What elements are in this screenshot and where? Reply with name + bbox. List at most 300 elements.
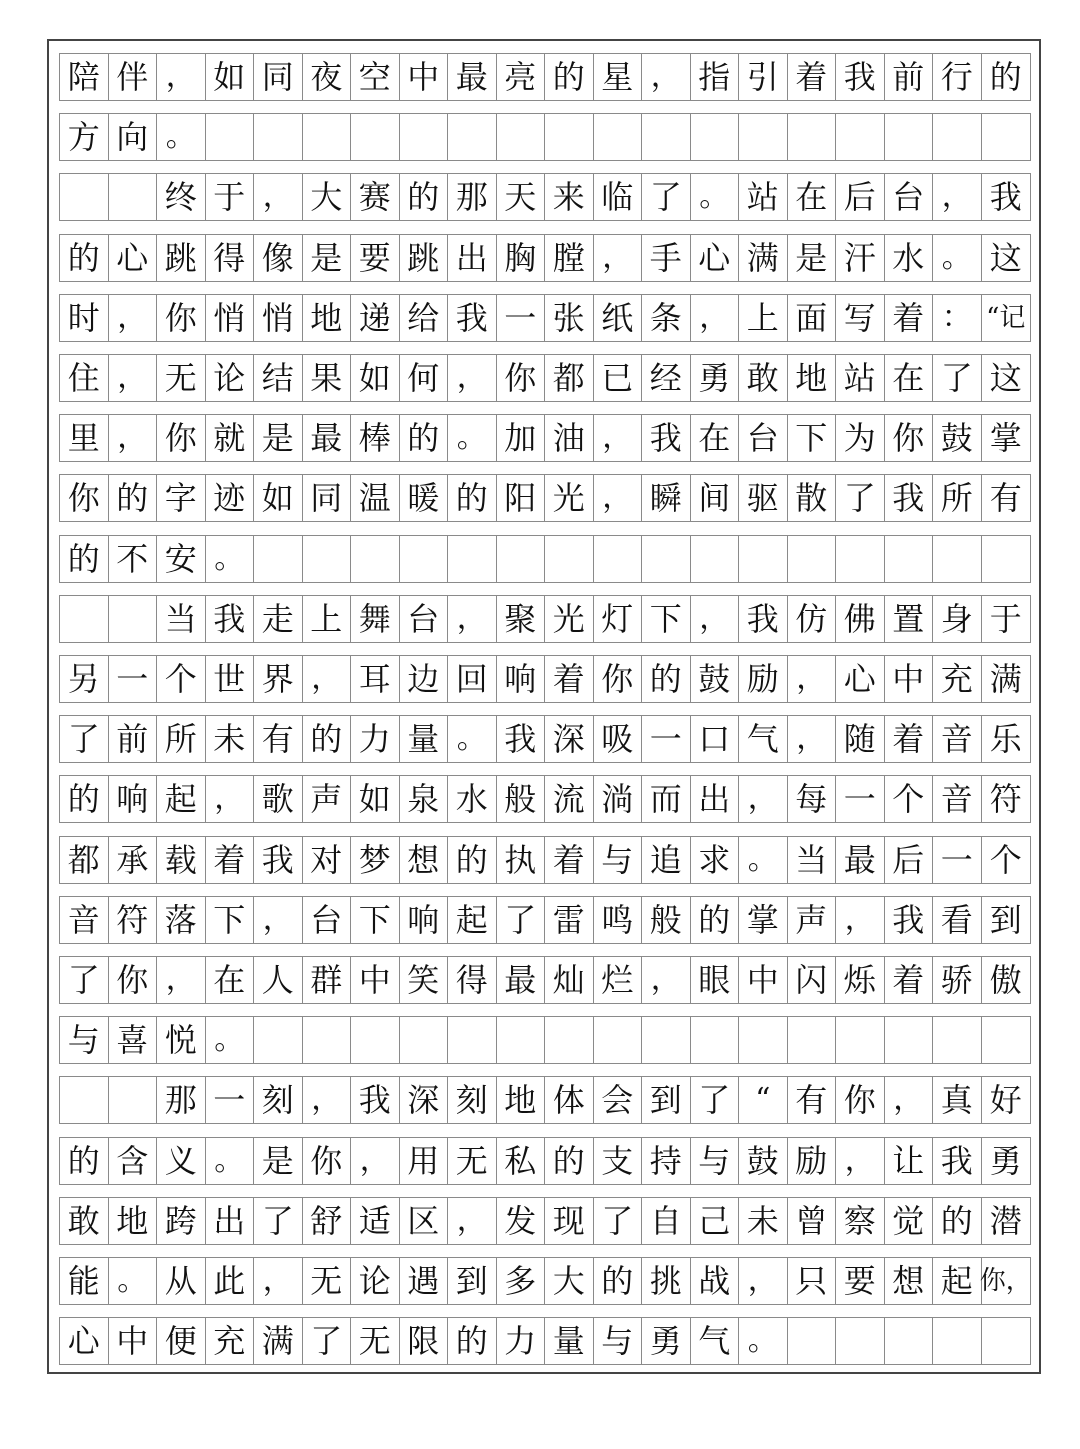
grid-cell: 你: [157, 415, 206, 461]
grid-cell: 如: [254, 475, 303, 521]
grid-cell: 人: [254, 957, 303, 1003]
grid-cell: ，: [594, 415, 643, 461]
grid-cell: 汗: [836, 235, 885, 281]
grid-cell: 义: [157, 1138, 206, 1184]
grid-cell: [836, 1017, 885, 1063]
grid-cell: 载: [157, 837, 206, 883]
grid-cell: 下: [642, 596, 691, 642]
grid-cell: [109, 1077, 158, 1123]
grid-cell: 。: [206, 1017, 255, 1063]
grid-cell: [642, 536, 691, 582]
grid-cell: 音: [60, 897, 109, 943]
grid-cell: 为: [836, 415, 885, 461]
grid-cell: 己: [691, 1198, 740, 1244]
grid-cell: ：: [933, 295, 982, 341]
grid-cell: 我: [933, 1138, 982, 1184]
grid-cell: 心: [691, 235, 740, 281]
grid-cell: 阳: [497, 475, 546, 521]
grid-cell: 站: [836, 355, 885, 401]
grid-cell: 有: [989, 479, 1022, 518]
grid-cell: 掌: [989, 419, 1022, 458]
grid-cell: [400, 114, 449, 160]
grid-cell: 自: [642, 1198, 691, 1244]
grid-cell: 前: [885, 54, 934, 100]
grid-cell: 天: [497, 174, 546, 220]
grid-cell: [400, 1017, 449, 1063]
grid-cell: 。: [933, 235, 982, 281]
grid-cell: 灯: [594, 596, 643, 642]
grid-cell: ，: [788, 656, 837, 702]
grid-cell: 住: [60, 355, 109, 401]
grid-cell: 每: [788, 776, 837, 822]
grid-cell: 眼: [691, 957, 740, 1003]
grid-cell: 傲: [989, 961, 1022, 999]
grid-cell: 站: [739, 174, 788, 220]
grid-cell: 想: [400, 837, 449, 883]
grid-cell: 。: [739, 1318, 788, 1364]
grid-cell: 了: [497, 897, 546, 943]
grid-row: [59, 173, 1031, 221]
grid-cell: 曾: [788, 1198, 837, 1244]
grid-cell: 台: [400, 596, 449, 642]
grid-cell: 刻: [254, 1077, 303, 1123]
grid-cell: 间: [691, 475, 740, 521]
grid-cell: 如: [206, 54, 255, 100]
grid-cell: 果: [303, 355, 352, 401]
grid-cell: ，: [885, 1077, 934, 1123]
grid-cell: 另: [60, 656, 109, 702]
grid-cell: 你: [594, 656, 643, 702]
grid-cell: 我: [206, 596, 255, 642]
grid-cell: 世: [206, 656, 255, 702]
grid-cell: ，: [303, 1077, 352, 1123]
grid-cell: 面: [788, 295, 837, 341]
grid-cell: 这: [989, 238, 1022, 277]
grid-cell: 中: [885, 656, 934, 702]
grid-cell: ，: [594, 235, 643, 281]
grid-cell: [497, 536, 546, 582]
grid-cell: 的: [60, 536, 109, 582]
grid-cell: 的: [545, 1138, 594, 1184]
grid-cell: 伴: [109, 54, 158, 100]
grid-cell: 与: [594, 837, 643, 883]
grid-cell: [254, 114, 303, 160]
grid-cell: 符: [989, 780, 1022, 819]
grid-cell: 是: [254, 1138, 303, 1184]
grid-row: [59, 113, 1031, 161]
grid-cell: 群: [303, 957, 352, 1003]
grid-cell: 声: [788, 897, 837, 943]
grid-cell: 最: [497, 957, 546, 1003]
grid-cell: 梦: [351, 837, 400, 883]
grid-cell: 终: [157, 174, 206, 220]
grid-cell: 最: [448, 54, 497, 100]
grid-cell: 励: [739, 656, 788, 702]
grid-cell: 手: [642, 235, 691, 281]
grid-cell: 散: [788, 475, 837, 521]
grid-cell: 多: [497, 1258, 546, 1304]
grid-cell: 着: [206, 837, 255, 883]
grid-cell: 当: [157, 596, 206, 642]
grid-cell: 吸: [594, 716, 643, 762]
grid-cell: 了: [60, 716, 109, 762]
grid-cell: [400, 536, 449, 582]
grid-cell: 含: [109, 1138, 158, 1184]
grid-cell: [691, 114, 740, 160]
grid-cell: 后: [885, 837, 934, 883]
grid-cell: 递: [351, 295, 400, 341]
grid-cell: 我: [497, 716, 546, 762]
grid-cell: ，: [642, 957, 691, 1003]
grid-cell: 聚: [497, 596, 546, 642]
grid-cell: 遇: [400, 1258, 449, 1304]
grid-cell: 置: [885, 596, 934, 642]
grid-cell: 当: [788, 837, 837, 883]
grid-cell: 像: [254, 235, 303, 281]
grid-cell: 着: [885, 716, 934, 762]
grid-cell: 地: [303, 295, 352, 341]
grid-cell: 温: [351, 475, 400, 521]
grid-cell: 看: [933, 897, 982, 943]
grid-cell: 潜: [989, 1201, 1022, 1240]
grid-cell: 勇: [989, 1141, 1022, 1180]
grid-cell: 。: [109, 1258, 158, 1304]
grid-cell: 水: [448, 776, 497, 822]
grid-cell: 流: [545, 776, 594, 822]
grid-cell: 骄: [933, 957, 982, 1003]
grid-cell: 的: [545, 54, 594, 100]
grid-cell: 了: [594, 1198, 643, 1244]
grid-cell: 的: [303, 716, 352, 762]
grid-cell: 我: [448, 295, 497, 341]
grid-cell: 气: [739, 716, 788, 762]
grid-cell: 未: [206, 716, 255, 762]
grid-cell: 声: [303, 776, 352, 822]
grid-cell: 台: [885, 174, 934, 220]
grid-cell: 的: [60, 1138, 109, 1184]
grid-cell: 胸: [497, 235, 546, 281]
grid-cell: 响: [109, 776, 158, 822]
grid-cell: [303, 1017, 352, 1063]
grid-cell: 于: [206, 174, 255, 220]
grid-cell: 充: [933, 656, 982, 702]
grid-cell: 条: [642, 295, 691, 341]
grid-cell: [60, 1077, 109, 1123]
grid-cell: [594, 114, 643, 160]
grid-cell: 就: [206, 415, 255, 461]
grid-cell: 的: [448, 1318, 497, 1364]
grid-cell: 在: [691, 415, 740, 461]
grid-cell: 着: [885, 957, 934, 1003]
grid-cell: 体: [545, 1077, 594, 1123]
grid-cell: 地: [109, 1198, 158, 1244]
grid-cell: 口: [691, 716, 740, 762]
grid-cell: 中: [109, 1318, 158, 1364]
grid-cell: ，: [254, 174, 303, 220]
grid-cell: 承: [109, 837, 158, 883]
grid-cell: 有: [254, 716, 303, 762]
grid-cell: 了: [642, 174, 691, 220]
grid-cell: 瞬: [642, 475, 691, 521]
grid-cell: 我: [642, 415, 691, 461]
grid-cell: 边: [400, 656, 449, 702]
grid-cell: 了: [254, 1198, 303, 1244]
grid-cell: [982, 1318, 1031, 1364]
grid-cell: 察: [836, 1198, 885, 1244]
grid-cell: 跨: [157, 1198, 206, 1244]
grid-cell: 未: [739, 1198, 788, 1244]
grid-cell: 挑: [642, 1258, 691, 1304]
grid-cell: 给: [400, 295, 449, 341]
grid-cell: 私: [497, 1138, 546, 1184]
grid-cell: 一: [109, 656, 158, 702]
grid-cell: 雷: [545, 897, 594, 943]
grid-cell: 地: [497, 1077, 546, 1123]
grid-cell: 区: [400, 1198, 449, 1244]
grid-cell: 界: [254, 656, 303, 702]
grid-cell: 悄: [206, 295, 255, 341]
grid-cell: [691, 1017, 740, 1063]
grid-cell: ，: [109, 355, 158, 401]
grid-cell: 到: [448, 1258, 497, 1304]
grid-cell: [885, 1017, 934, 1063]
grid-cell: 我: [836, 54, 885, 100]
grid-cell: 同: [303, 475, 352, 521]
grid-cell: 符: [109, 897, 158, 943]
grid-cell: 出: [691, 776, 740, 822]
grid-cell: 的: [448, 475, 497, 521]
grid-cell: 所: [157, 716, 206, 762]
grid-cell: 同: [254, 54, 303, 100]
grid-cell: 一: [836, 776, 885, 822]
grid-cell: ，: [254, 1258, 303, 1304]
grid-cell: [448, 1017, 497, 1063]
grid-cell: ，: [836, 897, 885, 943]
grid-cell: ，: [739, 1258, 788, 1304]
grid-cell: 你: [885, 415, 934, 461]
grid-cell: [642, 114, 691, 160]
grid-cell: [933, 1017, 982, 1063]
grid-cell: [448, 114, 497, 160]
grid-cell: 身: [933, 596, 982, 642]
grid-cell: 刻: [448, 1077, 497, 1123]
grid-cell: 此: [206, 1258, 255, 1304]
grid-cell: [351, 1017, 400, 1063]
grid-cell: 悄: [254, 295, 303, 341]
grid-cell: 个: [989, 840, 1022, 879]
grid-cell: 而: [642, 776, 691, 822]
grid-cell: ，: [739, 776, 788, 822]
grid-cell: 结: [254, 355, 303, 401]
grid-cell: 着: [885, 295, 934, 341]
grid-cell: 最: [836, 837, 885, 883]
grid-cell: ，: [351, 1138, 400, 1184]
grid-cell: [594, 536, 643, 582]
grid-cell: 一: [642, 716, 691, 762]
grid-cell: 无: [157, 355, 206, 401]
grid-cell: ，: [594, 475, 643, 521]
grid-cell: ，: [642, 54, 691, 100]
grid-cell: 鼓: [933, 415, 982, 461]
grid-cell: 后: [836, 174, 885, 220]
grid-cell: 灿: [545, 957, 594, 1003]
grid-cell: 深: [400, 1077, 449, 1123]
grid-cell: 舞: [351, 596, 400, 642]
grid-cell: 敢: [60, 1198, 109, 1244]
grid-row: [59, 1016, 1031, 1064]
grid-cell: [545, 1017, 594, 1063]
grid-cell: 与: [594, 1318, 643, 1364]
grid-cell: [739, 536, 788, 582]
grid-cell: 会: [594, 1077, 643, 1123]
grid-cell: 追: [642, 837, 691, 883]
grid-cell: 量: [400, 716, 449, 762]
grid-cell: 台: [739, 415, 788, 461]
grid-cell: 张: [545, 295, 594, 341]
grid-cell: 陪: [60, 54, 109, 100]
grid-cell: 勇: [691, 355, 740, 401]
grid-cell: 我: [989, 178, 1022, 217]
grid-cell: 上: [303, 596, 352, 642]
grid-cell: 不: [109, 536, 158, 582]
grid-cell: 大: [303, 174, 352, 220]
grid-cell: 驱: [739, 475, 788, 521]
grid-row: [59, 1317, 1031, 1365]
grid-cell: 般: [642, 897, 691, 943]
grid-cell: 一: [206, 1077, 255, 1123]
grid-cell: 有: [788, 1077, 837, 1123]
grid-cell: 发: [497, 1198, 546, 1244]
grid-cell: [448, 536, 497, 582]
grid-cell: 如: [351, 355, 400, 401]
grid-cell: [109, 174, 158, 220]
grid-cell: 了: [60, 957, 109, 1003]
grid-cell: 出: [206, 1198, 255, 1244]
grid-cell: 得: [448, 957, 497, 1003]
grid-cell: 深: [545, 716, 594, 762]
grid-cell: ，: [303, 656, 352, 702]
grid-cell: 鼓: [739, 1138, 788, 1184]
grid-cell: 我: [351, 1077, 400, 1123]
grid-cell: 那: [157, 1077, 206, 1123]
grid-cell: [933, 536, 982, 582]
grid-cell: 在: [206, 957, 255, 1003]
grid-cell: 你: [109, 957, 158, 1003]
grid-cell: 都: [545, 355, 594, 401]
grid-cell: ，: [157, 957, 206, 1003]
grid-cell: 仿: [788, 596, 837, 642]
grid-cell: 起: [157, 776, 206, 822]
grid-cell: 一: [497, 295, 546, 341]
grid-cell: ，: [157, 54, 206, 100]
grid-cell: 星: [594, 54, 643, 100]
grid-cell: [933, 1318, 982, 1364]
grid-cell: 勇: [642, 1318, 691, 1364]
grid-cell: [691, 536, 740, 582]
grid-cell: [254, 536, 303, 582]
grid-row: [59, 294, 1031, 342]
grid-row: [59, 655, 1031, 703]
grid-cell: 着: [545, 656, 594, 702]
grid-cell: 字: [157, 475, 206, 521]
grid-cell: 一: [933, 837, 982, 883]
grid-cell: 在: [885, 355, 934, 401]
grid-cell: 我: [885, 475, 934, 521]
grid-cell: 心: [109, 235, 158, 281]
grid-cell: 的: [109, 475, 158, 521]
grid-cell: [545, 536, 594, 582]
grid-cell: 在: [788, 174, 837, 220]
grid-row: [59, 234, 1031, 282]
grid-cell: 只: [788, 1258, 837, 1304]
grid-cell: 便: [157, 1318, 206, 1364]
grid-cell: [836, 536, 885, 582]
grid-cell: 行: [933, 54, 982, 100]
grid-cell: 想: [885, 1258, 934, 1304]
grid-cell: [594, 1017, 643, 1063]
grid-cell: 亮: [497, 54, 546, 100]
grid-cell: 淌: [594, 776, 643, 822]
grid-cell: 。: [448, 716, 497, 762]
grid-cell: 我: [739, 596, 788, 642]
grid-cell: 下: [206, 897, 255, 943]
grid-cell: 你: [497, 355, 546, 401]
grid-row: [59, 1137, 1031, 1185]
grid-cell: 纸: [594, 295, 643, 341]
grid-row: [59, 535, 1031, 583]
grid-cell: 落: [157, 897, 206, 943]
grid-cell: 泉: [400, 776, 449, 822]
grid-cell: ，: [933, 174, 982, 220]
grid-cell: 跳: [157, 235, 206, 281]
grid-cell: 回: [448, 656, 497, 702]
grid-cell: 来: [545, 174, 594, 220]
grid-cell: 跳: [400, 235, 449, 281]
grid-cell: 现: [545, 1198, 594, 1244]
grid-cell: 起: [448, 897, 497, 943]
grid-cell: ，: [254, 897, 303, 943]
grid-cell: 所: [933, 475, 982, 521]
grid-cell: 膛: [545, 235, 594, 281]
grid-cell: 这: [989, 359, 1022, 397]
grid-cell: 响: [497, 656, 546, 702]
grid-cell: 下: [351, 897, 400, 943]
grid-cell: [836, 114, 885, 160]
grid-cell: 向: [109, 114, 158, 160]
grid-cell: 论: [206, 355, 255, 401]
grid-cell: [788, 114, 837, 160]
grid-cell: 到: [642, 1077, 691, 1123]
grid-cell: 真: [933, 1077, 982, 1123]
grid-cell: 的: [594, 1258, 643, 1304]
grid-cell: 前: [109, 716, 158, 762]
grid-cell: 心: [836, 656, 885, 702]
grid-cell: 的: [400, 415, 449, 461]
grid-cell: 了: [933, 355, 982, 401]
grid-cell: 无: [448, 1138, 497, 1184]
grid-cell: 的: [60, 776, 109, 822]
grid-cell: 里: [60, 415, 109, 461]
grid-cell: 是: [254, 415, 303, 461]
grid-cell: 了: [691, 1077, 740, 1123]
grid-cell: ，: [109, 415, 158, 461]
grid-cell: 安: [157, 536, 206, 582]
grid-cell: 让: [885, 1138, 934, 1184]
grid-cell: 你: [157, 295, 206, 341]
grid-row: [59, 1076, 1031, 1124]
grid-row: [59, 956, 1031, 1004]
grid-cell: 最: [303, 415, 352, 461]
